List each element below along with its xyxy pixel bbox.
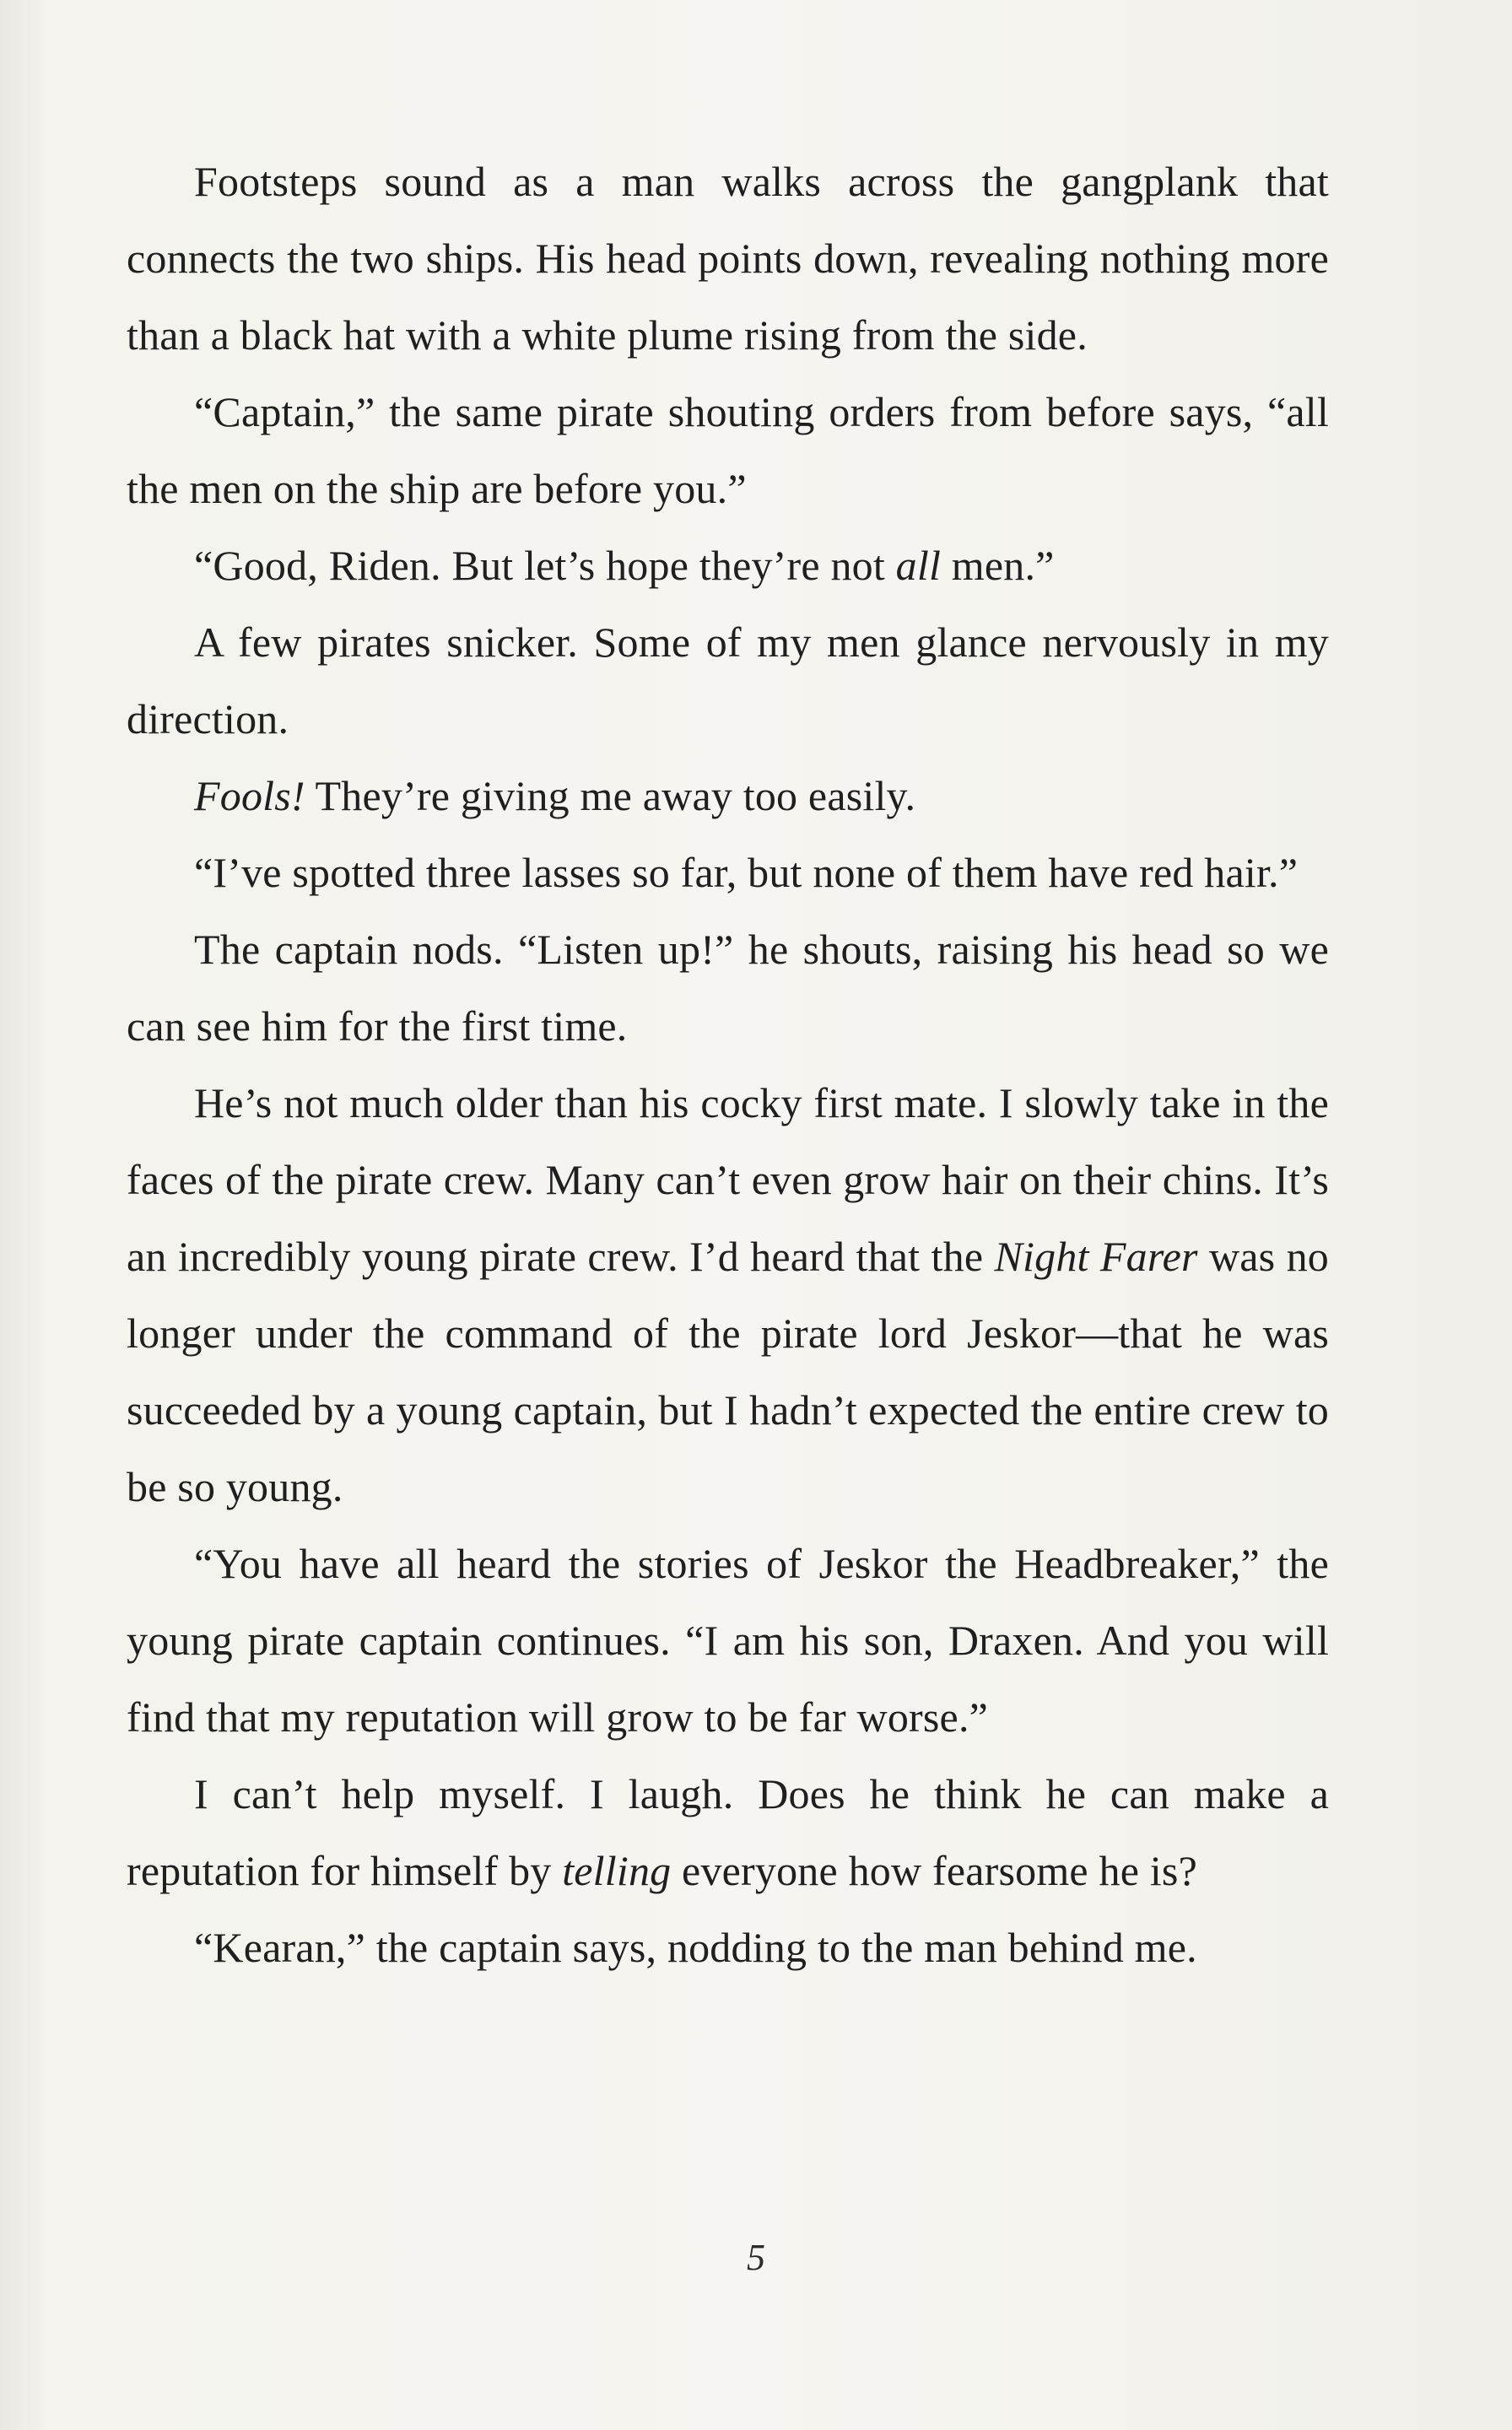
- paragraph: A few pirates snicker. Some of my men glance nervously in my direction.: [127, 618, 1329, 742]
- paragraph: “I’ve spotted three lasses so far, but none of them have red hair.”: [194, 849, 1299, 896]
- body-text: [127, 143, 1329, 1986]
- paragraph: “Captain,” the same pirate shouting orders from before says, “all the men on the ship are before you.”: [127, 388, 1329, 512]
- paragraph: Footsteps sound as a man walks across the gangplank that connects the two ships. His head points down, revealing nothing more than a black hat with a white plume rising from the side.: [127, 158, 1329, 359]
- paragraph: He’s not much older than his cocky first mate. I slowly take in the faces of the pirate crew. Many can’t even grow hair on their chins. It’s an incredibly young pirate crew. I’d heard that the Night Farer was no longer under the command of the pirate lord Jeskor—that he was succeeded by a young captain, but I hadn’t expected the entire crew to be so young.: [127, 1079, 1329, 1510]
- page-number: 5: [747, 2237, 765, 2278]
- paragraph: The captain nods. “Listen up!” he shouts, raising his head so we can see him for the first time.: [127, 926, 1329, 1050]
- paragraph: Fools! They’re giving me away too easily.: [194, 772, 916, 819]
- paragraph: “You have all heard the stories of Jeskor the Headbreaker,” the young pirate captain continues. “I am his son, Draxen. And you will find that my reputation will grow to be far worse.”: [127, 1540, 1329, 1741]
- paragraph: “Good, Riden. But let’s hope they’re not all men.”: [194, 542, 1055, 589]
- paragraph: I can’t help myself. I laugh. Does he think he can make a reputation for himself by telling everyone how fearsome he is?: [127, 1770, 1329, 1894]
- paragraph: “Kearan,” the captain says, nodding to the man behind me.: [194, 1924, 1197, 1971]
